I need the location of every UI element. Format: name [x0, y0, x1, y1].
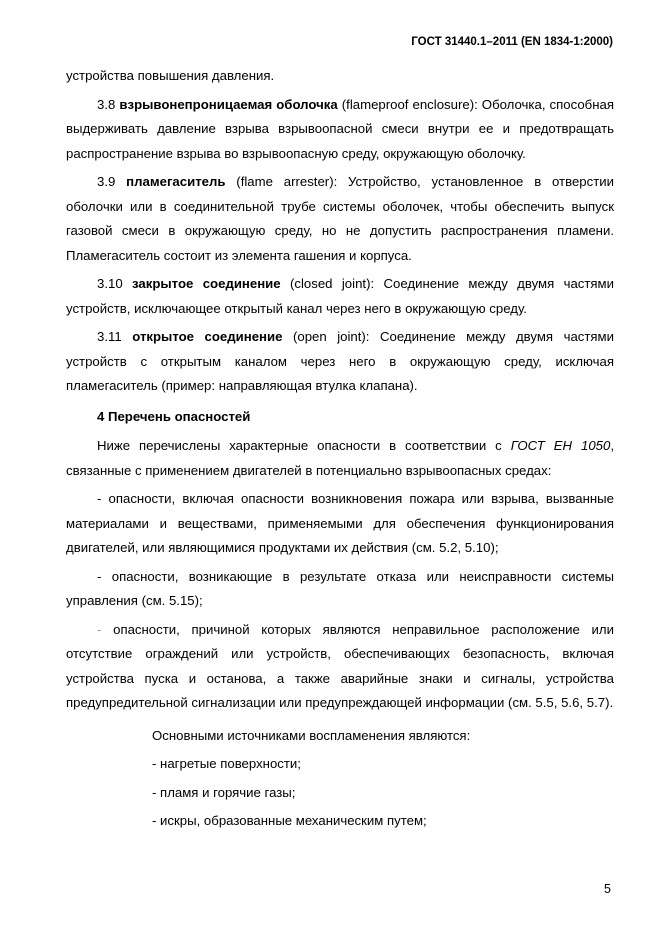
- ignition-source-item: - пламя и горячие газы;: [152, 784, 296, 800]
- definition-number: 3.11: [97, 329, 122, 344]
- document-body: [66, 64, 614, 838]
- definition-text: (closed joint): Соединение между двумя частями устройств, исключающее открытый канал через него в окружающую среду.: [66, 276, 614, 316]
- section-intro-text: Ниже перечислены характерные опасности в соответствии с: [97, 438, 511, 453]
- ignition-source-item: - искры, образованные механическим путем;: [152, 813, 427, 828]
- definition-text: (flame arrester): Устройство, установленное в отверстии оболочки или в соединительной трубе системы оболочек, чтобы обеспечить выпуск газовой смеси в окружающую среду, но не допустить распространения пламени. Пламегаситель состоит из элемента гашения и корпуса.: [66, 174, 614, 263]
- definition-text: (flameproof enclosure): Оболочка, способная выдерживать давление взрыва взрывоопасной смеси внутри ее и предотвращать распространение взрыва во взрывоопасную среду, окружающую оболочку.: [66, 96, 614, 161]
- hazard-text: опасности, включая опасности возникновения пожара или взрыва, вызванные материалами и веществами, применяемыми для обеспечения функционирования двигателей, или являющимися продуктами их действия (см. 5.2, 5.10);: [66, 491, 614, 555]
- definition-number: 3.8: [97, 96, 116, 112]
- hazard-item: [66, 487, 614, 561]
- definition-3-11: [66, 325, 614, 399]
- section-intro: [66, 434, 614, 483]
- dash: -: [97, 568, 102, 584]
- definition-number: 3.9: [97, 174, 116, 189]
- hazard-item: [66, 565, 614, 614]
- section-heading: 4 Перечень опасностей: [97, 408, 251, 424]
- page-number: 5: [604, 882, 611, 896]
- hazard-text: опасности, причиной которых являются неправильное расположение или отсутствие ограждений или устройств, обеспечивающих безопасность, включая устройства пуска и останова, а также аварийные знаки и сигналы, устройства предупредительной сигнализации или предупреждающей информации (см. 5.5, 5.6, 5.7).: [66, 621, 614, 710]
- document-header: ГОСТ 31440.1–2011 (EN 1834-1:2000): [411, 36, 613, 48]
- dash: -: [97, 621, 102, 637]
- ignition-sources-intro: Основными источниками воспламенения являются:: [152, 727, 471, 743]
- definition-term: закрытое соединение: [132, 276, 281, 291]
- dash: -: [97, 491, 102, 506]
- definition-term: взрывонепроницаемая оболочка: [119, 96, 338, 112]
- definition-3-10: [66, 272, 614, 321]
- definition-3-9: [66, 170, 614, 268]
- definition-text: (open joint): Соединение между двумя частями устройств с открытым каналом через него в окружающую среду, исключая пламегаситель (пример: направляющая втулка клапана).: [66, 329, 614, 393]
- standard-reference: ГОСТ ЕН 1050: [510, 438, 611, 453]
- hazard-item: [66, 618, 614, 716]
- definition-number: 3.10: [97, 276, 123, 291]
- definition-term: пламегаситель: [126, 174, 226, 189]
- intro-fragment: устройства повышения давления.: [66, 68, 275, 83]
- definition-3-8: [66, 93, 614, 167]
- hazard-text: опасности, возникающие в результате отказа или неисправности системы управления (см. 5.15);: [66, 568, 614, 608]
- section-intro-text-end: , связанные с применением двигателей в потенциально взрывоопасных средах:: [66, 438, 615, 478]
- definition-term: открытое соединение: [132, 329, 283, 344]
- ignition-source-item: - нагретые поверхности;: [152, 756, 301, 771]
